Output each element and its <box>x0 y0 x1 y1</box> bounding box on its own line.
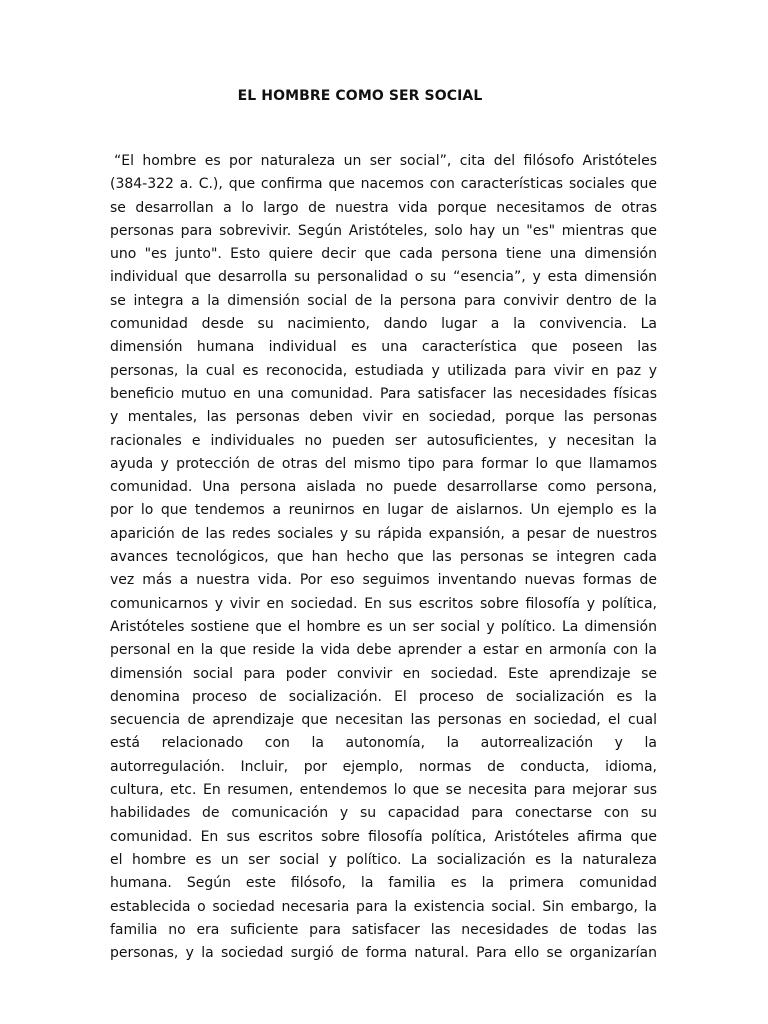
text-line: avances tecnológicos, que han hecho que las personas se integren cada <box>110 549 657 566</box>
text-line: ayuda y protección de otras del mismo tipo para formar lo que llamamos <box>110 455 657 472</box>
text-line: personas para sobrevivir. Según Aristóteles, solo hay un "es" mientras que <box>110 222 657 239</box>
text-line: racionales e individuales no pueden ser autosuficientes, y necesitan la <box>110 432 657 449</box>
text-line: aparición de las redes sociales y su rápida expansión, a pesar de nuestros <box>110 525 657 542</box>
text-line: se integra a la dimensión social de la persona para convivir dentro de la <box>110 292 657 309</box>
document-title: EL HOMBRE COMO SER SOCIAL <box>237 88 483 104</box>
text-line: autorregulación. Incluir, por ejemplo, normas de conducta, idioma, <box>110 758 657 775</box>
body-paragraph <box>110 150 657 965</box>
text-line: secuencia de aprendizaje que necesitan las personas en sociedad, el cual <box>110 712 657 729</box>
text-line: vez más a nuestra vida. Por eso seguimos inventando nuevas formas de <box>110 572 657 589</box>
text-line: personas, la cual es reconocida, estudiada y utilizada para vivir en paz y <box>110 362 657 379</box>
text-line: habilidades de comunicación y su capacidad para conectarse con su <box>110 805 657 822</box>
text-line: familia no era suficiente para satisfacer las necesidades de todas las <box>110 921 657 938</box>
text-line: “El hombre es por naturaleza un ser social”, cita del filósofo Aristóteles <box>114 153 657 169</box>
text-line: beneficio mutuo en una comunidad. Para satisfacer las necesidades físicas <box>110 385 657 402</box>
text-line: establecida o sociedad necesaria para la existencia social. Sin embargo, la <box>110 898 657 915</box>
text-line: comunidad desde su nacimiento, dando lugar a la convivencia. La <box>110 316 657 333</box>
text-line: comunicarnos y vivir en sociedad. En sus escritos sobre filosofía y política, <box>110 595 657 612</box>
text-line: denomina proceso de socialización. El proceso de socialización es la <box>110 688 657 705</box>
text-line: comunidad. En sus escritos sobre filosofía política, Aristóteles afirma que <box>110 828 657 845</box>
text-line: personal en la que reside la vida debe aprender a estar en armonía con la <box>110 642 657 659</box>
text-line: (384-322 a. C.), que confirma que nacemos con características sociales que <box>110 176 657 193</box>
text-line: está relacionado con la autonomía, la autorrealización y la <box>110 735 657 752</box>
text-line: y mentales, las personas deben vivir en sociedad, porque las personas <box>110 409 657 426</box>
text-line: personas, y la sociedad surgió de forma natural. Para ello se organizarían <box>110 945 657 962</box>
text-line: dimensión humana individual es una característica que poseen las <box>110 339 657 356</box>
text-line: humana. Según este filósofo, la familia es la primera comunidad <box>110 875 657 892</box>
text-line: por lo que tendemos a reunirnos en lugar de aislarnos. Un ejemplo es la <box>110 502 657 519</box>
text-line: uno "es junto". Esto quiere decir que cada persona tiene una dimensión <box>110 246 657 263</box>
text-line: individual que desarrolla su personalidad o su “esencia”, y esta dimensión <box>110 269 657 286</box>
text-line: se desarrollan a lo largo de nuestra vida porque necesitamos de otras <box>110 199 657 216</box>
text-line: dimensión social para poder convivir en sociedad. Este aprendizaje se <box>110 665 657 682</box>
text-line: comunidad. Una persona aislada no puede desarrollarse como persona, <box>110 479 657 496</box>
text-line: cultura, etc. En resumen, entendemos lo que se necesita para mejorar sus <box>110 782 657 799</box>
text-line: Aristóteles sostiene que el hombre es un ser social y político. La dimensión <box>110 618 657 635</box>
text-line: el hombre es un ser social y político. La socialización es la naturaleza <box>110 851 657 868</box>
